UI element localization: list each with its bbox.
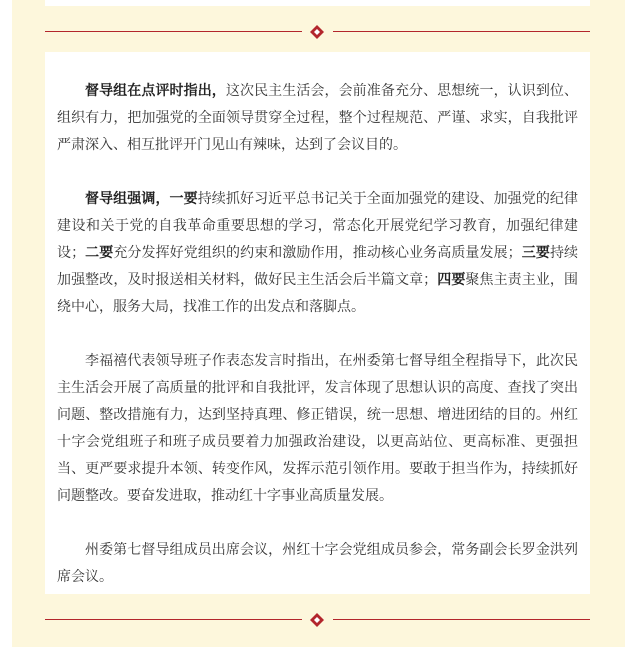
- paragraph-text: 这次民主生活会，会前准备充分、思想统一，认识到位、组织有力，把加强党的全面领导贯穿全过程，整个过程规范、严谨、求实，自我批评严肃深入、相互批评开门见山有辣味，达到了会议目的。: [57, 83, 579, 153]
- point-marker-2: 二要: [85, 245, 114, 261]
- divider-line-right: [333, 31, 590, 32]
- point-text-1: 持续抓好习近平总书记关于全面加强党的建设、加强党的纪律建设和关于党的自我革命重要思想的学习，常态化开展党纪学习教育，加强纪律建设；: [57, 191, 579, 261]
- point-text-3: 持续加强整改，及时报送相关材料，做好民主生活会后半篇文章；: [57, 245, 579, 288]
- paragraph-emphasis: [57, 186, 578, 321]
- section-divider-top: [45, 25, 590, 39]
- diamond-ornament-icon: [310, 25, 324, 39]
- paragraph-statement: 李福禧代表领导班子作表态发言时指出，在州委第七督导组全程指导下，此次民主生活会开展了高质量的批评和自我批评，发言体现了思想认识的高度、查找了突出问题、整改措施有力，达到坚持真理、修正错误，统一思想、增进团结的目的。州红十字会党组班子和班子成员要着力加强政治建设，以更高站位、更高标准、更强担当、更严要求提升本领、转变作风，发挥示范引领作用。要敢于担当作为，持续抓好问题整改。要奋发进取，推动红十字事业高质量发展。: [57, 353, 578, 504]
- divider-line-left: [45, 619, 302, 620]
- paragraph-evaluation: [57, 78, 578, 159]
- paragraph-lead: 督导组在点评时指出，: [85, 83, 226, 99]
- diamond-ornament-icon: [310, 613, 324, 627]
- previous-card-edge: [45, 0, 590, 6]
- point-text-2: 充分发挥好党组织的约束和激励作用，推动核心业务高质量发展；: [113, 245, 522, 261]
- divider-line-left: [45, 31, 302, 32]
- divider-line-right: [333, 619, 590, 620]
- article-card: [45, 52, 590, 594]
- paragraph-lead: 督导组强调，: [85, 191, 170, 207]
- point-marker-4: 四要: [437, 272, 466, 288]
- section-divider-bottom: [45, 613, 590, 627]
- point-marker-1: 一要: [169, 191, 198, 207]
- point-marker-3: 三要: [521, 245, 550, 261]
- paragraph-attendance: 州委第七督导组成员出席会议，州红十字会党组成员参会，常务副会长罗金洪列席会议。: [57, 542, 578, 585]
- point-text-4: 聚焦主责主业，围绕中心，服务大局，找准工作的出发点和落脚点。: [57, 272, 579, 315]
